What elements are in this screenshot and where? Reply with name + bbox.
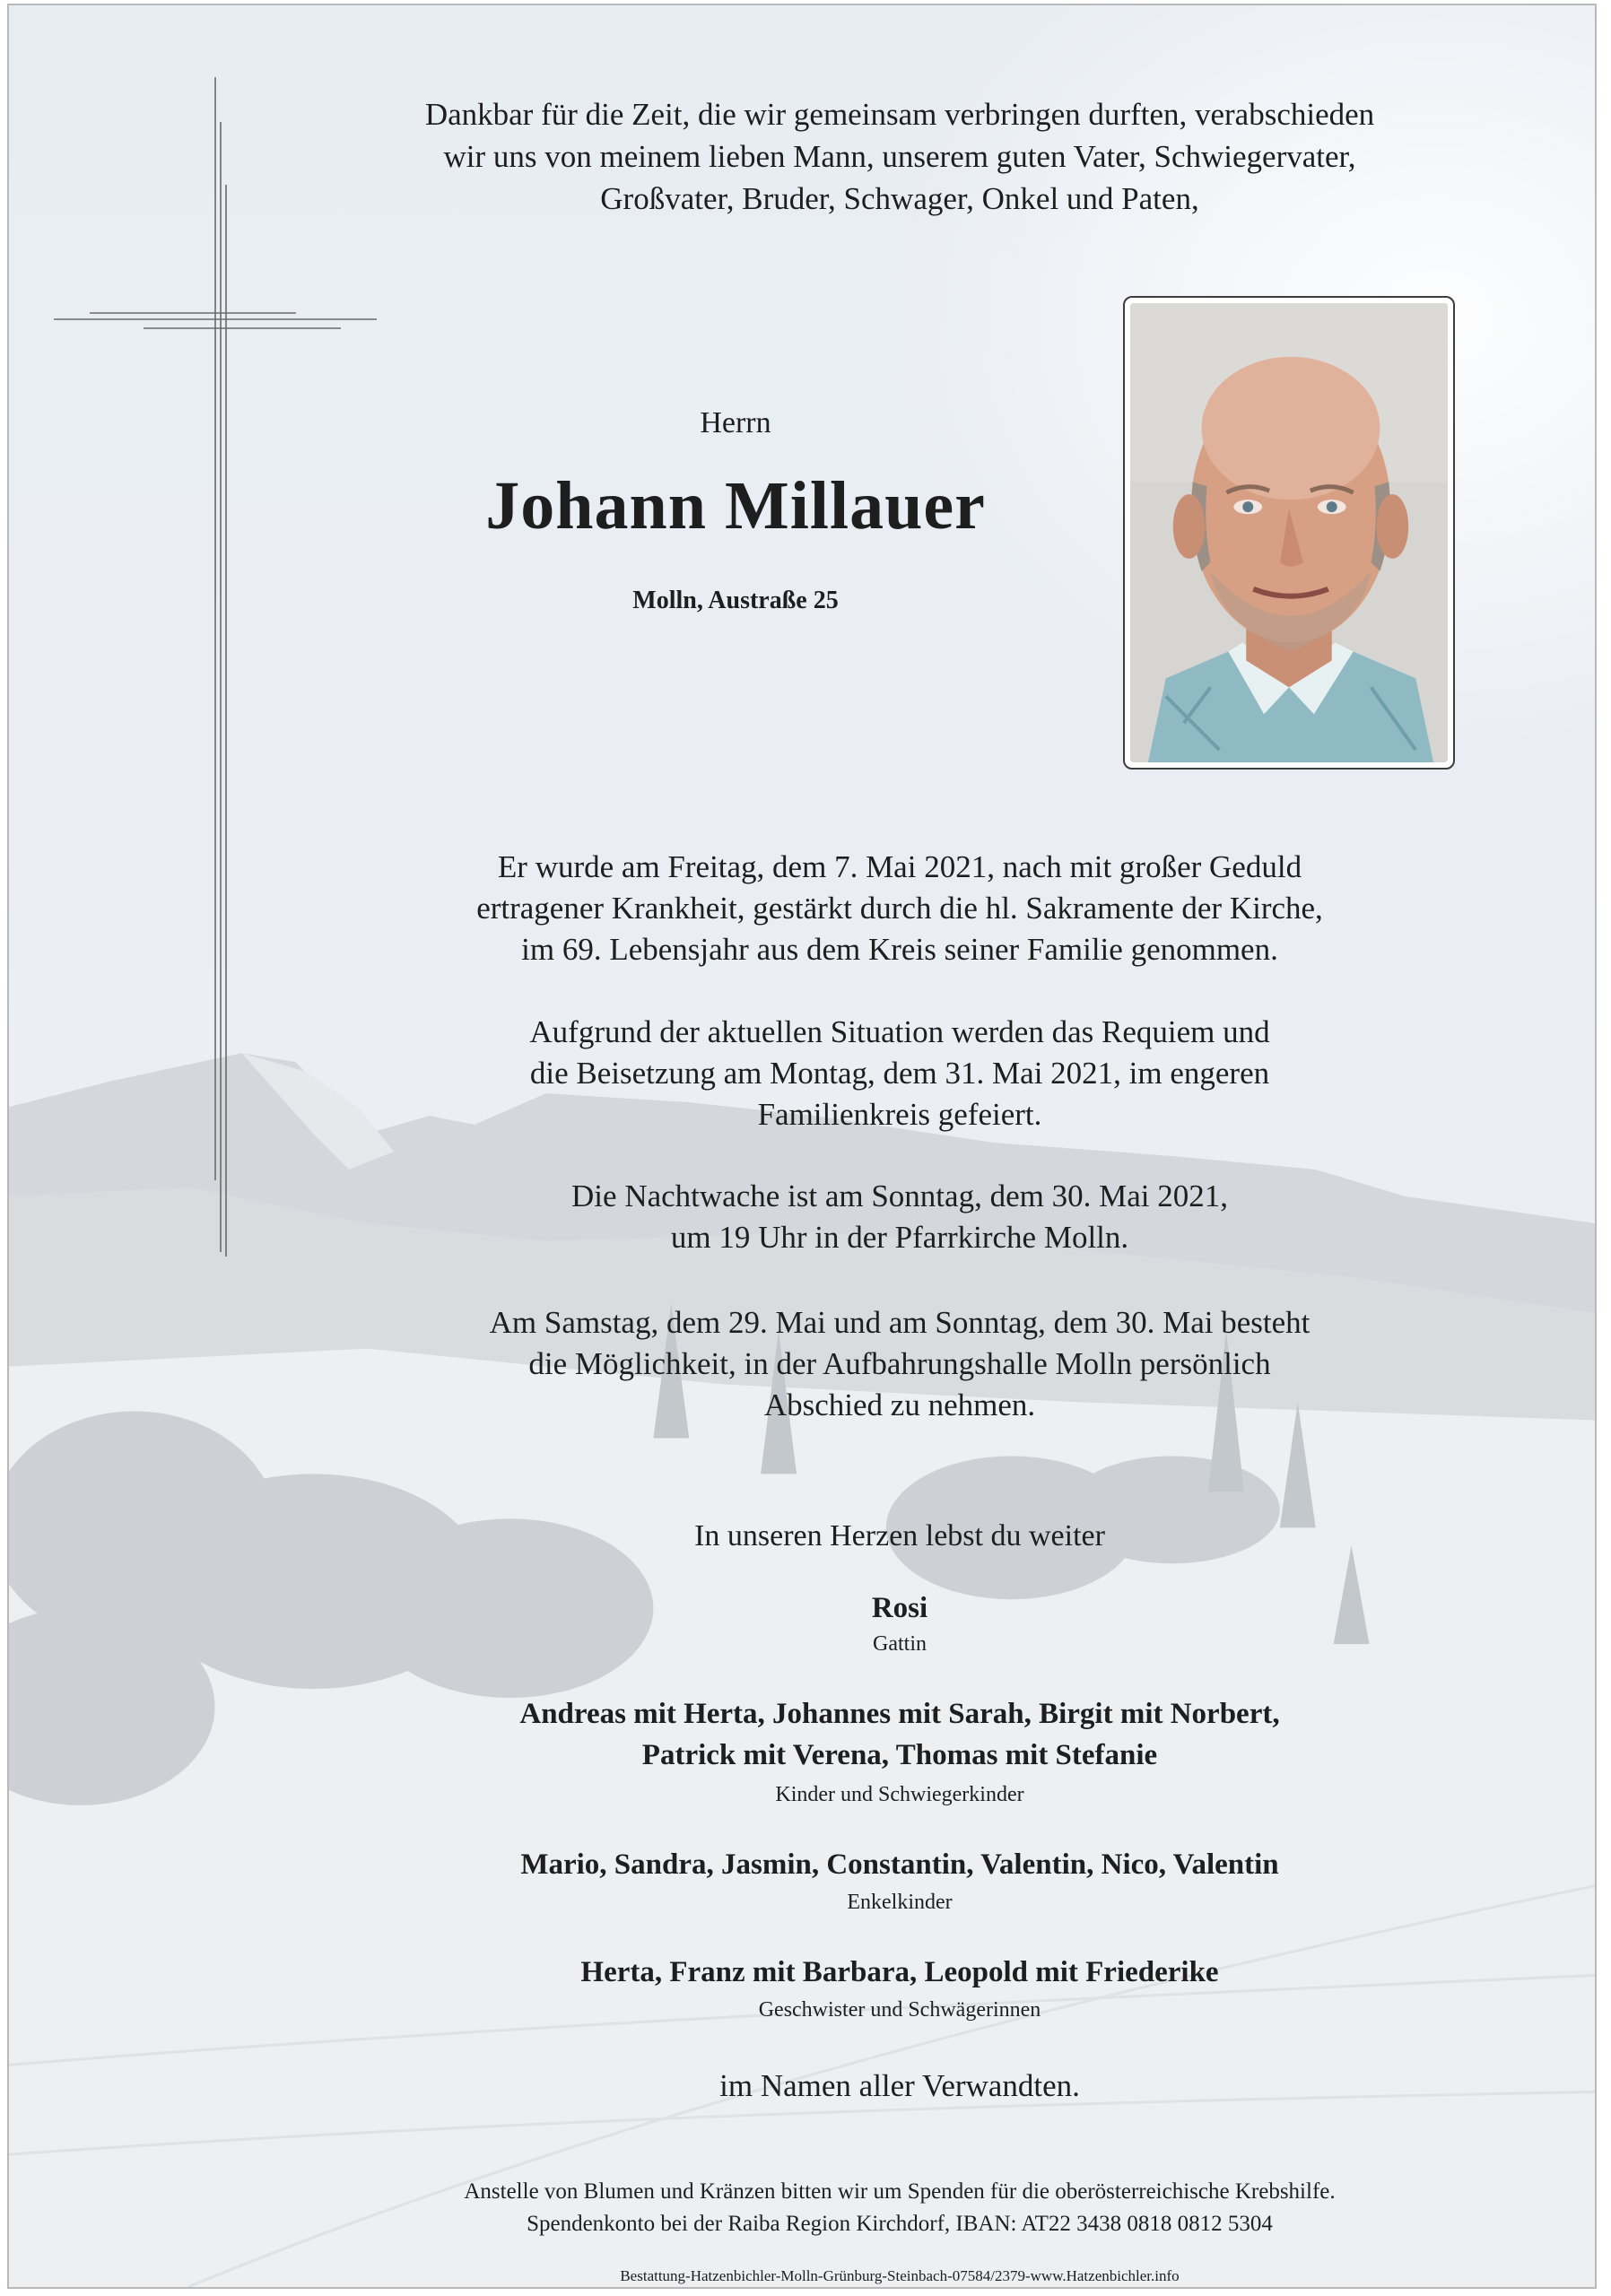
intro-text	[9, 93, 1597, 220]
children-names	[9, 1693, 1597, 1776]
children-line: Andreas mit Herta, Johannes mit Sarah, Birgit mit Norbert,	[519, 1698, 1280, 1730]
paragraph-line: Er wurde am Freitag, dem 7. Mai 2021, nach mit großer Geduld	[497, 849, 1302, 884]
obituary-page	[7, 4, 1597, 2289]
vigil-info	[9, 1176, 1597, 1258]
deceased-address: Molln, Austraße 25	[632, 587, 839, 614]
portrait-photo	[1123, 296, 1455, 770]
viewing-info	[9, 1302, 1597, 1426]
paragraph-line: die Beisetzung am Montag, dem 31. Mai 2021, im engeren	[529, 1056, 1270, 1091]
children-role: Kinder und Schwiegerkinder	[775, 1783, 1024, 1806]
spouse-name: Rosi	[871, 1592, 928, 1624]
paragraph-line: Am Samstag, dem 29. Mai und am Sonntag, dem 30. Mai besteht	[489, 1305, 1311, 1340]
deceased-name: Johann Millauer	[485, 468, 986, 544]
children-line: Patrick mit Verena, Thomas mit Stefanie	[641, 1739, 1158, 1771]
spouse-role: Gattin	[873, 1632, 927, 1656]
paragraph-line: Die Nachtwache ist am Sonntag, dem 30. Mai 2021,	[571, 1178, 1228, 1213]
paragraph-line: ertragener Krankheit, gestärkt durch die hl. Sakramente der Kirche,	[476, 891, 1323, 926]
donation-line: Spendenkonto bei der Raiba Region Kirchdorf, IBAN: AT22 3438 0818 0812 5304	[527, 2212, 1273, 2236]
intro-line: Großvater, Bruder, Schwager, Onkel und Paten,	[600, 181, 1199, 216]
grandchildren-role: Enkelkinder	[847, 1891, 953, 1914]
paragraph-line: um 19 Uhr in der Pfarrkirche Molln.	[670, 1220, 1129, 1255]
undertaker-footer: Bestattung-Hatzenbichler-Molln-Grünburg-Steinbach-07584/2379-www.Hatzenbichler.info	[620, 2267, 1180, 2284]
paragraph-line: Abschied zu nehmen.	[763, 1387, 1036, 1422]
siblings-names: Herta, Franz mit Barbara, Leopold mit Friederike	[580, 1956, 1219, 1988]
death-announcement	[9, 847, 1597, 970]
intro-line: wir uns von meinem lieben Mann, unserem guten Vater, Schwiegervater,	[443, 139, 1356, 174]
mourners-heading: In unseren Herzen lebst du weiter	[694, 1519, 1105, 1552]
paragraph-line: Aufgrund der aktuellen Situation werden das Requiem und	[529, 1014, 1270, 1049]
paragraph-line: Familienkreis gefeiert.	[757, 1097, 1042, 1132]
salutation: Herrn	[700, 406, 771, 439]
intro-line: Dankbar für die Zeit, die wir gemeinsam verbringen durften, verabschieden	[424, 97, 1375, 132]
requiem-info	[9, 1012, 1597, 1135]
portrait-image	[1130, 303, 1448, 762]
siblings-role: Geschwister und Schwägerinnen	[758, 1998, 1041, 2022]
paragraph-line: die Möglichkeit, in der Aufbahrungshalle Molln persönlich	[528, 1346, 1271, 1381]
paragraph-line: im 69. Lebensjahr aus dem Kreis seiner Familie genommen.	[521, 932, 1278, 967]
grandchildren-names: Mario, Sandra, Jasmin, Constantin, Valentin, Nico, Valentin	[520, 1848, 1279, 1881]
closing-line: im Namen aller Verwandten.	[719, 2068, 1080, 2103]
donation-note	[9, 2176, 1597, 2240]
donation-line: Anstelle von Blumen und Kränzen bitten wir um Spenden für die oberösterreichische Krebshilfe.	[464, 2179, 1336, 2204]
